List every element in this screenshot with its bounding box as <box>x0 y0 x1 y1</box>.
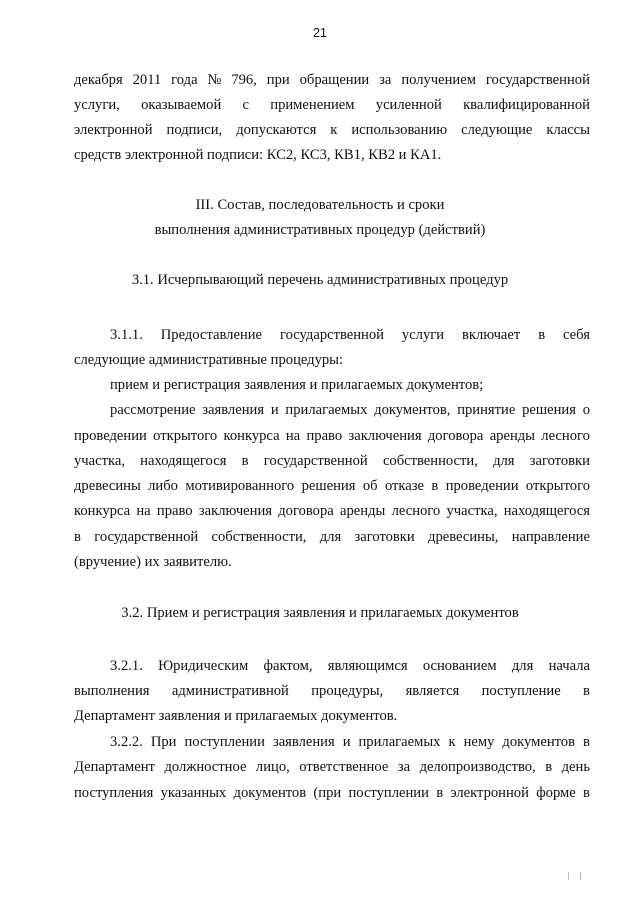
text-line <box>74 70 590 90</box>
text-line <box>74 681 590 701</box>
text-line: (вручение) их заявителю. <box>74 554 232 570</box>
word: поступлении <box>348 785 429 801</box>
word: форме <box>536 785 576 801</box>
text-line: выполнения административных процедур (действий) <box>154 222 486 238</box>
word: лесного <box>541 428 590 444</box>
text-line <box>74 527 590 547</box>
text-line: средств электронной подписи: КС2, КС3, КВ1, КВ2 и КА1. <box>74 147 442 163</box>
text-line <box>110 656 590 676</box>
word: в <box>583 734 590 750</box>
word: к <box>448 734 456 750</box>
word: выполнения <box>74 683 150 699</box>
word: и <box>270 402 279 418</box>
word: является <box>405 683 460 699</box>
word: заявления <box>202 402 265 418</box>
word: прилагаемых <box>358 734 441 750</box>
word: заготовки <box>354 529 415 545</box>
word: участка, <box>446 503 498 519</box>
word: ответственное <box>299 759 389 775</box>
word: квалифицированной <box>463 97 590 113</box>
word: электронной <box>74 122 153 138</box>
word: Департамент <box>74 759 155 775</box>
word: для <box>319 529 342 545</box>
word: использованию <box>351 122 448 138</box>
word: 3.2.2. <box>110 734 143 750</box>
word: включает <box>461 327 521 343</box>
word: проведении <box>445 478 519 494</box>
word: рассмотрение <box>110 402 196 418</box>
word: и <box>342 734 351 750</box>
word: аренды <box>340 503 386 519</box>
word: в <box>545 759 553 775</box>
word: применением <box>270 97 355 113</box>
text-line <box>74 757 590 777</box>
word: древесины <box>74 478 141 494</box>
word: заготовки <box>529 453 590 469</box>
word: открытого <box>153 428 218 444</box>
word: право <box>306 428 343 444</box>
word: фактом, <box>263 658 313 674</box>
text-line: следующие административные процедуры: <box>74 352 344 368</box>
word: получением <box>401 72 476 88</box>
word: для <box>511 658 534 674</box>
word: заявления <box>272 734 335 750</box>
word: Предоставление <box>160 327 263 343</box>
word: день <box>561 759 590 775</box>
word: поступления <box>74 785 154 801</box>
word: 796, <box>231 72 257 88</box>
word: услуги, <box>74 97 120 113</box>
text-line <box>110 732 590 752</box>
word: услуги <box>401 327 445 343</box>
word: государственной <box>485 72 590 88</box>
word: мотивированного <box>185 478 295 494</box>
word: в <box>583 683 590 699</box>
word: к <box>330 122 338 138</box>
word: делопроизводство, <box>419 759 536 775</box>
word: документов <box>502 734 575 750</box>
word: обращении <box>299 72 370 88</box>
word: открытого <box>525 478 590 494</box>
word: проведении <box>74 428 147 444</box>
text-line: 3.1. Исчерпывающий перечень административных процедур <box>131 272 509 288</box>
word: указанных <box>160 785 227 801</box>
word: усиленной <box>375 97 442 113</box>
word: оказываемой <box>141 97 222 113</box>
word: лицо, <box>255 759 290 775</box>
text-line: Департамент заявления и прилагаемых документов. <box>74 708 398 724</box>
word: поступлении <box>184 734 265 750</box>
word: на <box>285 428 301 444</box>
text-line <box>74 451 590 471</box>
word: 3.1.1. <box>110 327 143 343</box>
word: направление <box>511 529 590 545</box>
word: допускаются <box>236 122 317 138</box>
word: основанием <box>422 658 497 674</box>
word: года <box>171 72 198 88</box>
text-line: прием и регистрация заявления и прилагаемых документов; <box>110 377 484 393</box>
word: заключения <box>198 503 272 519</box>
word: о <box>582 402 590 418</box>
word: 3.2.1. <box>110 658 143 674</box>
word: При <box>150 734 177 750</box>
word: право <box>156 503 193 519</box>
word: с <box>242 97 250 113</box>
word: договора <box>427 428 484 444</box>
word: 2011 <box>132 72 162 88</box>
word: решения <box>301 478 356 494</box>
word: поступление <box>481 683 561 699</box>
word: (при <box>313 785 342 801</box>
text-line: 3.2. Прием и регистрация заявления и прилагаемых документов <box>121 605 519 621</box>
word: отказе <box>384 478 425 494</box>
word: договора <box>278 503 334 519</box>
text-line <box>74 120 590 140</box>
word: административной <box>171 683 289 699</box>
word: конкурса <box>74 503 131 519</box>
word: находящегося <box>140 453 227 469</box>
text-line <box>110 325 590 345</box>
text-line <box>74 783 590 803</box>
word: аренды <box>489 428 535 444</box>
word: подписи, <box>166 122 223 138</box>
word: государственной <box>279 327 384 343</box>
word: собственности, <box>211 529 307 545</box>
word: древесины, <box>428 529 499 545</box>
word: классы <box>546 122 590 138</box>
word: находящегося <box>503 503 590 519</box>
word: процедуры, <box>311 683 384 699</box>
word: начала <box>548 658 590 674</box>
word: лесного <box>391 503 441 519</box>
word: за <box>379 72 392 88</box>
word: в <box>538 327 546 343</box>
text-line <box>74 95 590 115</box>
word: № <box>207 72 222 88</box>
word: декабря <box>74 72 123 88</box>
text-line <box>110 400 590 420</box>
word: в <box>74 529 81 545</box>
word: себя <box>563 327 590 343</box>
word: документов <box>233 785 307 801</box>
text-line <box>74 476 590 496</box>
word: в <box>241 453 249 469</box>
word: прилагаемых <box>285 402 368 418</box>
word: на <box>136 503 151 519</box>
word: конкурса <box>223 428 280 444</box>
word: нему <box>463 734 495 750</box>
word: решения <box>522 402 576 418</box>
word: в <box>583 785 590 801</box>
word: за <box>397 759 411 775</box>
text-line <box>74 501 590 521</box>
word: в <box>431 478 439 494</box>
word: при <box>266 72 290 88</box>
text-line <box>74 426 590 446</box>
scan-marks <box>566 872 586 882</box>
word: об <box>362 478 378 494</box>
word: либо <box>148 478 178 494</box>
word: для <box>493 453 515 469</box>
word: заключения <box>348 428 422 444</box>
word: собственности, <box>382 453 478 469</box>
word: Юридическим <box>158 658 249 674</box>
word: должностное <box>164 759 247 775</box>
word: принятие <box>457 402 516 418</box>
word: документов, <box>374 402 451 418</box>
word: в <box>436 785 444 801</box>
page-number: 21 <box>313 26 327 40</box>
word: электронной <box>450 785 529 801</box>
word: являющимся <box>327 658 408 674</box>
word: следующие <box>461 122 533 138</box>
word: государственной <box>263 453 368 469</box>
word: участка, <box>74 453 125 469</box>
word: государственной <box>94 529 199 545</box>
text-line: III. Состав, последовательность и сроки <box>195 197 445 213</box>
